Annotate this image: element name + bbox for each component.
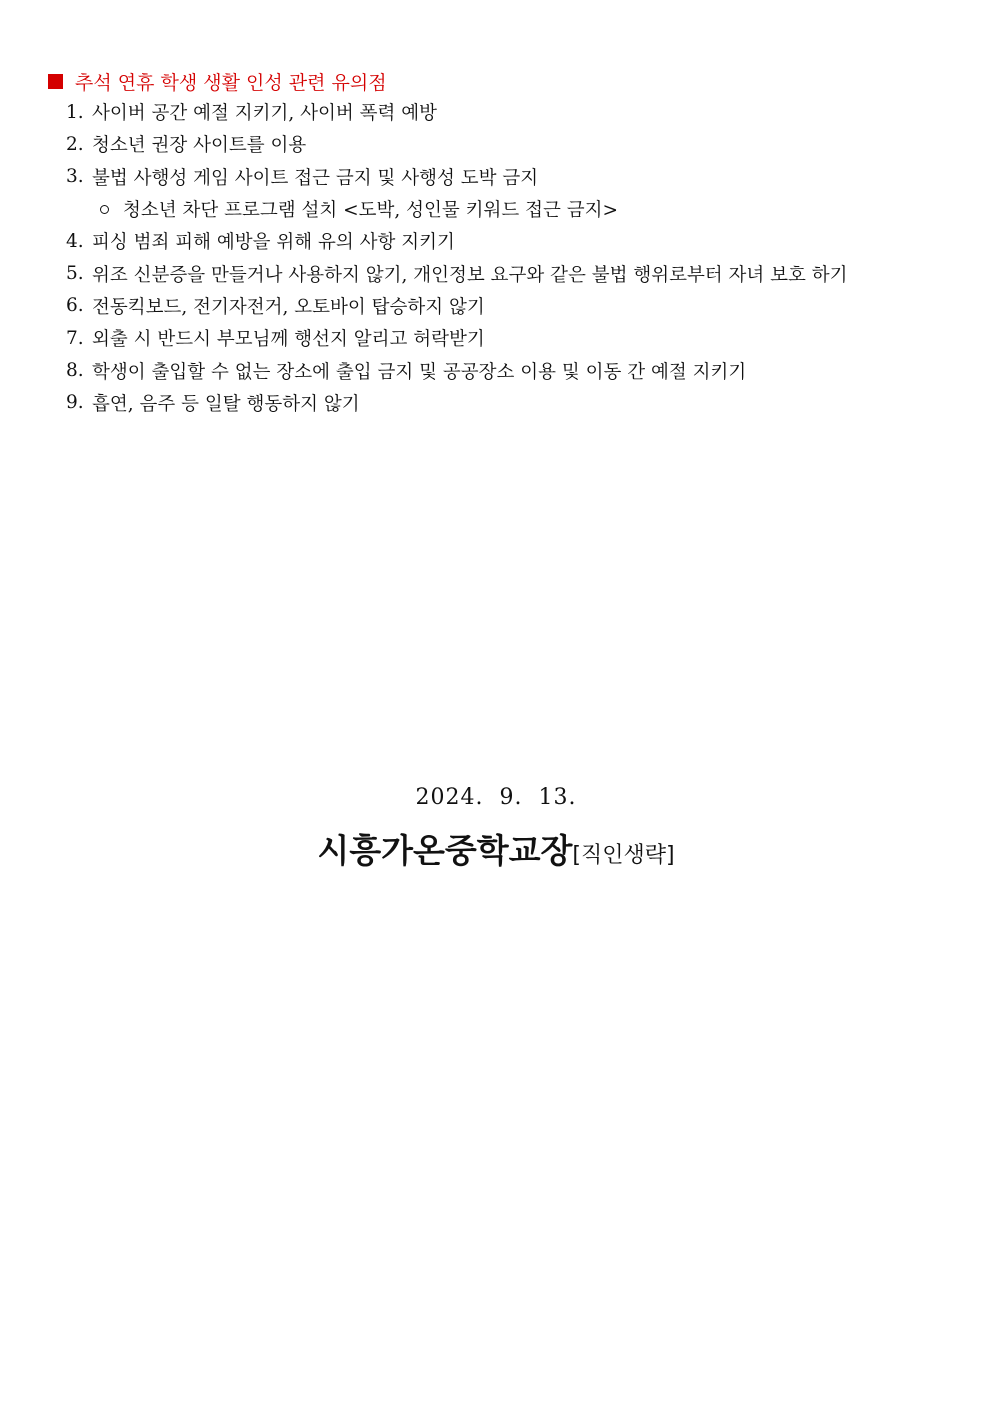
list-item-text: 피싱 범죄 피해 예방을 위해 유의 사항 지키기: [92, 232, 455, 254]
red-square-bullet-icon: [48, 74, 63, 89]
list-item-number: 9.: [66, 392, 84, 414]
sub-list-item: [48, 193, 948, 225]
list-item-number: 4.: [66, 230, 84, 252]
signature-line: [0, 825, 992, 872]
list-item-text: 불법 사행성 게임 사이트 접근 금지 및 사행성 도박 금지: [92, 167, 539, 189]
list-item-text: 흡연, 음주 등 일탈 행동하지 않기: [92, 393, 360, 415]
list-item: [48, 257, 948, 289]
list-item-text: 전동킥보드, 전기자전거, 오토바이 탑승하지 않기: [92, 296, 485, 318]
list-item-text: 청소년 권장 사이트를 이용: [92, 135, 307, 157]
list-item: [48, 161, 948, 193]
list-item-number: 8.: [66, 360, 84, 382]
list-item-text: 외출 시 반드시 부모님께 행선지 알리고 허락받기: [92, 329, 485, 351]
list-item: [48, 290, 948, 322]
notice-section: [48, 66, 948, 419]
list-item: [48, 128, 948, 160]
list-item: [48, 354, 948, 386]
section-heading: [48, 66, 948, 96]
list-item-text: 학생이 출입할 수 없는 장소에 출입 금지 및 공공장소 이용 및 이동 간 예절 지키기: [92, 361, 747, 383]
school-principal-name: 시흥가온중학교장: [317, 831, 573, 870]
section-title: 추석 연휴 학생 생활 인성 관련 유의점: [75, 71, 387, 94]
list-item: [48, 225, 948, 257]
list-item: [48, 387, 948, 419]
sub-list-item-text: 청소년 차단 프로그램 설치 <도박, 성인물 키워드 접근 금지>: [123, 200, 618, 222]
list-item-text: 사이버 공간 예절 지키기, 사이버 폭력 예방: [92, 103, 437, 125]
list-item: [48, 96, 948, 128]
seal-omitted-note: [직인생략]: [572, 843, 675, 868]
precaution-list: [48, 96, 948, 419]
hollow-circle-bullet-icon: [100, 205, 109, 214]
list-item-number: 1.: [66, 101, 84, 123]
list-item-number: 6.: [66, 295, 84, 317]
list-item: [48, 322, 948, 354]
list-item-number: 2.: [66, 133, 84, 155]
list-item-number: 5.: [66, 263, 84, 285]
list-item-number: 3.: [66, 166, 84, 188]
list-item-text: 위조 신분증을 만들거나 사용하지 않기, 개인정보 요구와 같은 불법 행위로부터 자녀 보호 하기: [92, 264, 848, 286]
document-date: 2024. 9. 13.: [415, 785, 577, 810]
list-item-number: 7.: [66, 327, 84, 349]
